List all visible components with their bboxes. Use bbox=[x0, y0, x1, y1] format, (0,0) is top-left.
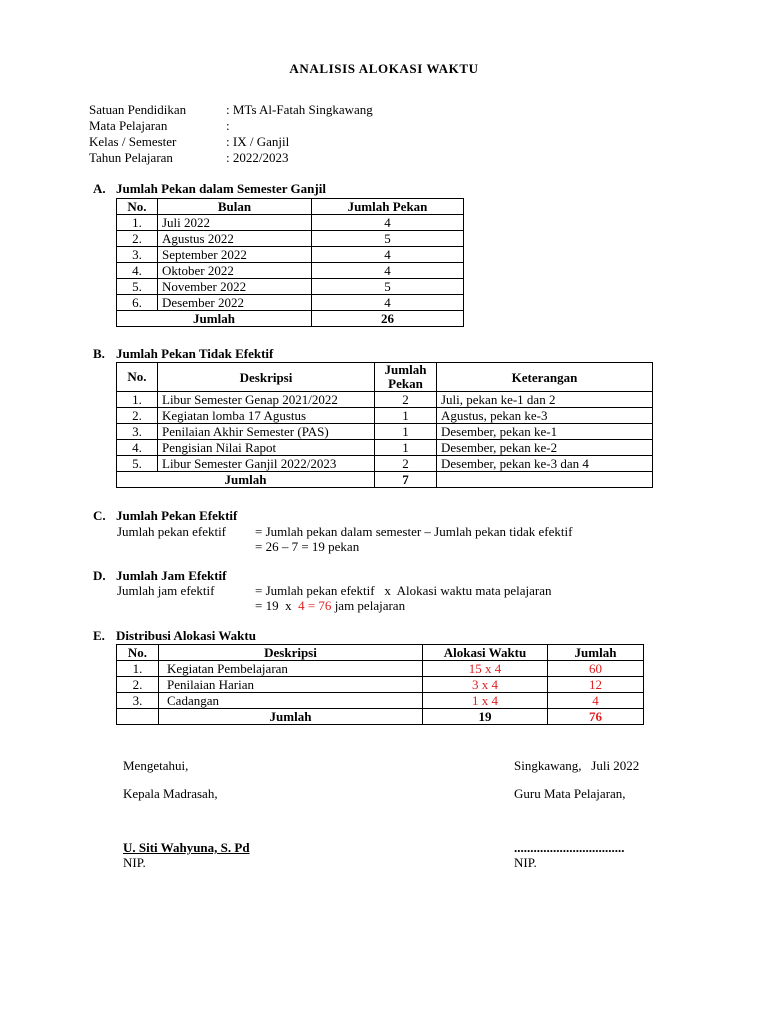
cell-deskripsi: Kegiatan Pembelajaran bbox=[159, 661, 423, 677]
formula-d-prefix: = 19 x bbox=[255, 598, 299, 613]
table-pekan-semester bbox=[116, 198, 464, 327]
signature-left-role: Kepala Madrasah, bbox=[123, 786, 218, 801]
cell-no: 5. bbox=[117, 456, 158, 472]
section-a-letter: A. bbox=[93, 181, 106, 196]
section-e-letter: E. bbox=[93, 628, 105, 643]
table-total-row bbox=[117, 311, 464, 327]
cell-jumlah: 4 bbox=[312, 263, 464, 279]
document-title: ANALISIS ALOKASI WAKTU bbox=[289, 61, 479, 76]
cell-jumlah: 5 bbox=[312, 231, 464, 247]
cell-no: 5. bbox=[117, 279, 158, 295]
total-value: 7 bbox=[375, 472, 437, 488]
cell-jumlah: 1 bbox=[375, 424, 437, 440]
col-header-jumlah-pekan: Jumlah Pekan bbox=[312, 199, 464, 215]
signature-left-nip: NIP. bbox=[123, 855, 146, 870]
col-header-no: No. bbox=[117, 199, 158, 215]
col-header-jumlah-pekan: Jumlah Pekan bbox=[375, 363, 437, 392]
col-header-deskripsi: Deskripsi bbox=[158, 363, 375, 392]
total-value: 26 bbox=[312, 311, 464, 327]
cell-no: 4. bbox=[117, 440, 158, 456]
cell-bulan: Juli 2022 bbox=[158, 215, 312, 231]
cell-deskripsi: Pengisian Nilai Rapot bbox=[158, 440, 375, 456]
table-row bbox=[117, 677, 644, 693]
identity-value-year: : 2022/2023 bbox=[226, 150, 289, 165]
cell-no: 4. bbox=[117, 263, 158, 279]
identity-value-school: : MTs Al-Fatah Singkawang bbox=[226, 102, 373, 117]
table-header-row bbox=[117, 645, 644, 661]
section-d-title: Jumlah Jam Efektif bbox=[116, 568, 227, 583]
table-total-row bbox=[117, 709, 644, 725]
cell-bulan: Agustus 2022 bbox=[158, 231, 312, 247]
identity-value-subject: : bbox=[226, 118, 230, 133]
col-header-keterangan: Keterangan bbox=[437, 363, 653, 392]
section-c-title: Jumlah Pekan Efektif bbox=[116, 508, 238, 523]
cell-bulan: Desember 2022 bbox=[158, 295, 312, 311]
section-c-heading bbox=[93, 508, 237, 524]
col-header-jumlah: Jumlah bbox=[548, 645, 644, 661]
cell-jumlah: 4 bbox=[312, 247, 464, 263]
table-row bbox=[117, 263, 464, 279]
total-alokasi: 19 bbox=[423, 709, 548, 725]
signature-right-role: Guru Mata Pelajaran, bbox=[514, 786, 626, 801]
section-b-letter: B. bbox=[93, 346, 105, 361]
section-d-letter: D. bbox=[93, 568, 106, 583]
total-label: Jumlah bbox=[159, 709, 423, 725]
formula-d-line1: = Jumlah pekan efektif x Alokasi waktu mata pelajaran bbox=[255, 583, 552, 598]
cell-alokasi: 1 x 4 bbox=[423, 693, 548, 709]
cell-jumlah: 2 bbox=[375, 392, 437, 408]
cell-jumlah: 4 bbox=[312, 215, 464, 231]
total-label: Jumlah bbox=[117, 472, 375, 488]
table-row bbox=[117, 693, 644, 709]
signature-right-nip: NIP. bbox=[514, 855, 537, 870]
cell-deskripsi: Penilaian Harian bbox=[159, 677, 423, 693]
formula-d-highlight: 4 = 76 bbox=[298, 598, 332, 613]
section-e-title: Distribusi Alokasi Waktu bbox=[116, 628, 256, 643]
total-jumlah: 76 bbox=[548, 709, 644, 725]
cell-no: 1. bbox=[117, 661, 159, 677]
cell-jumlah: 1 bbox=[375, 408, 437, 424]
table-row bbox=[117, 295, 464, 311]
table-row bbox=[117, 661, 644, 677]
table-row bbox=[117, 279, 464, 295]
cell-no: 3. bbox=[117, 693, 159, 709]
formula-d-label: Jumlah jam efektif bbox=[117, 583, 215, 598]
section-a-heading bbox=[93, 181, 326, 197]
cell-deskripsi: Cadangan bbox=[159, 693, 423, 709]
cell-bulan: September 2022 bbox=[158, 247, 312, 263]
cell-keterangan: Juli, pekan ke-1 dan 2 bbox=[437, 392, 653, 408]
cell-keterangan: Agustus, pekan ke-3 bbox=[437, 408, 653, 424]
cell-alokasi: 3 x 4 bbox=[423, 677, 548, 693]
cell-keterangan: Desember, pekan ke-1 bbox=[437, 424, 653, 440]
identity-label-year: Tahun Pelajaran bbox=[89, 150, 173, 165]
total-label: Jumlah bbox=[117, 311, 312, 327]
table-row bbox=[117, 408, 653, 424]
table-total-row bbox=[117, 472, 653, 488]
table-row bbox=[117, 456, 653, 472]
cell-no: 2. bbox=[117, 677, 159, 693]
section-e-heading bbox=[93, 628, 256, 644]
table-row bbox=[117, 424, 653, 440]
formula-c-line2: = 26 – 7 = 19 pekan bbox=[255, 539, 360, 554]
table-header-row bbox=[117, 199, 464, 215]
formula-d-suffix: jam pelajaran bbox=[331, 598, 406, 613]
cell-keterangan: Desember, pekan ke-2 bbox=[437, 440, 653, 456]
identity-value-class: : IX / Ganjil bbox=[226, 134, 290, 149]
section-d-heading bbox=[93, 568, 227, 584]
signature-left-name: U. Siti Wahyuna, S. Pd bbox=[123, 840, 250, 855]
section-c-letter: C. bbox=[93, 508, 106, 523]
cell-keterangan: Desember, pekan ke-3 dan 4 bbox=[437, 456, 653, 472]
cell-no: 1. bbox=[117, 215, 158, 231]
cell-no: 3. bbox=[117, 424, 158, 440]
col-header-deskripsi: Deskripsi bbox=[159, 645, 423, 661]
formula-d-line2 bbox=[255, 598, 405, 614]
col-header-alokasi: Alokasi Waktu bbox=[423, 645, 548, 661]
table-distribusi-alokasi bbox=[116, 644, 644, 725]
identity-label-class: Kelas / Semester bbox=[89, 134, 177, 149]
section-a-title: Jumlah Pekan dalam Semester Ganjil bbox=[116, 181, 326, 196]
cell-bulan: November 2022 bbox=[158, 279, 312, 295]
cell-deskripsi: Libur Semester Ganjil 2022/2023 bbox=[158, 456, 375, 472]
cell-no: 6. bbox=[117, 295, 158, 311]
table-row bbox=[117, 247, 464, 263]
signature-greeting: Mengetahui, bbox=[123, 758, 189, 773]
cell-jumlah: 1 bbox=[375, 440, 437, 456]
cell-deskripsi: Libur Semester Genap 2021/2022 bbox=[158, 392, 375, 408]
signature-place-date: Singkawang, Juli 2022 bbox=[514, 758, 640, 773]
cell-no: 3. bbox=[117, 247, 158, 263]
cell-jumlah: 2 bbox=[375, 456, 437, 472]
col-header-no: No. bbox=[117, 363, 158, 392]
total-empty-cell bbox=[437, 472, 653, 488]
table-pekan-tidak-efektif bbox=[116, 362, 653, 488]
col-header-bulan: Bulan bbox=[158, 199, 312, 215]
identity-label-school: Satuan Pendidikan bbox=[89, 102, 187, 117]
section-b-title: Jumlah Pekan Tidak Efektif bbox=[116, 346, 274, 361]
cell-no: 2. bbox=[117, 231, 158, 247]
formula-c-line1: = Jumlah pekan dalam semester – Jumlah pekan tidak efektif bbox=[255, 524, 573, 539]
formula-c-label: Jumlah pekan efektif bbox=[117, 524, 227, 539]
signature-right-name: .................................. bbox=[514, 840, 625, 855]
table-row bbox=[117, 231, 464, 247]
table-row bbox=[117, 392, 653, 408]
cell-alokasi: 15 x 4 bbox=[423, 661, 548, 677]
cell-jumlah: 12 bbox=[548, 677, 644, 693]
identity-label-subject: Mata Pelajaran bbox=[89, 118, 168, 133]
cell-jumlah: 4 bbox=[548, 693, 644, 709]
cell-deskripsi: Kegiatan lomba 17 Agustus bbox=[158, 408, 375, 424]
cell-jumlah: 4 bbox=[312, 295, 464, 311]
cell-no: 1. bbox=[117, 392, 158, 408]
section-b-heading bbox=[93, 346, 273, 362]
col-header-no: No. bbox=[117, 645, 159, 661]
table-row bbox=[117, 215, 464, 231]
table-header-row bbox=[117, 363, 653, 392]
cell-jumlah: 5 bbox=[312, 279, 464, 295]
cell-no: 2. bbox=[117, 408, 158, 424]
cell-jumlah: 60 bbox=[548, 661, 644, 677]
table-row bbox=[117, 440, 653, 456]
cell-bulan: Oktober 2022 bbox=[158, 263, 312, 279]
cell-deskripsi: Penilaian Akhir Semester (PAS) bbox=[158, 424, 375, 440]
total-empty-cell bbox=[117, 709, 159, 725]
